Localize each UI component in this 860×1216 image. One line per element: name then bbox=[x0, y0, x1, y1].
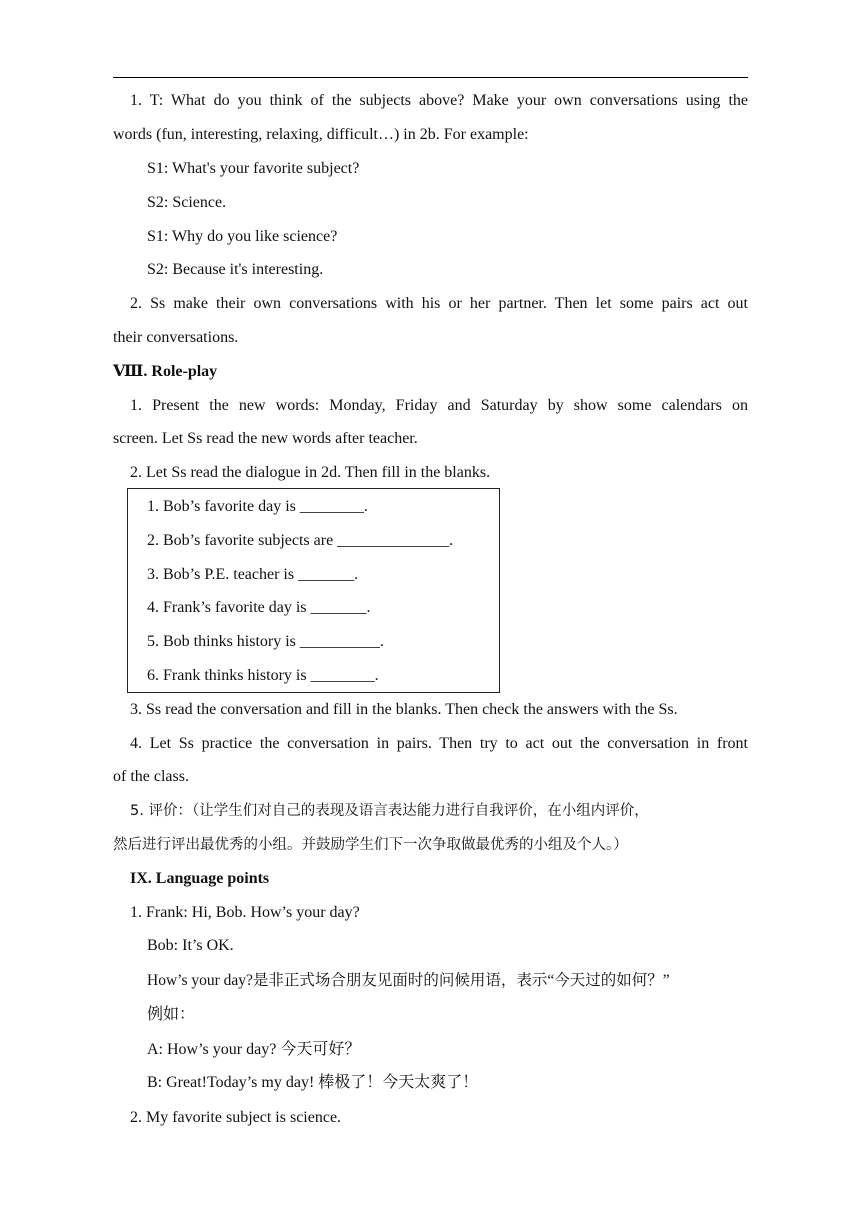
blank-item-1: 1. Bob’s favorite day is ________. bbox=[147, 498, 368, 515]
intro-item2-line2: their conversations. bbox=[113, 329, 239, 346]
blank-item-3: 3. Bob’s P.E. teacher is _______. bbox=[147, 566, 359, 583]
role-play-item5-line2: 然后进行评出最优秀的小组。并鼓励学生们下一次争取做最优秀的小组及个人。） bbox=[113, 837, 628, 853]
role-play-item1-line1: 1. Present the new words: Monday, Friday and Saturday by show some calendars on bbox=[130, 397, 748, 414]
role-play-item3: 3. Ss read the conversation and fill in the blanks. Then check the answers with the Ss. bbox=[130, 701, 678, 718]
language-points-heading: IX. Language points bbox=[130, 870, 270, 887]
point2-title: 2. My favorite subject is science. bbox=[130, 1109, 342, 1126]
role-play-item5-line1: 5. 评价：（让学生们对自己的表现及语言表达能力进行自我评价，在小组内评价， bbox=[130, 803, 649, 819]
example-line-3: S1: Why do you like science? bbox=[147, 228, 338, 245]
example-line-2: S2: Science. bbox=[147, 194, 227, 211]
intro-item2-line1: 2. Ss make their own conversations with his or her partner. Then let some pairs act out bbox=[130, 295, 748, 312]
point1-example-b: B: Great!Today’s my day! 棒极了！今天太爽了！ bbox=[147, 1074, 479, 1091]
role-play-heading: Ⅷ. Role-play bbox=[113, 363, 218, 380]
point1-note-line1: How’s your day?是非正式场合朋友见面时的问候用语，表示“今天过的如何？” bbox=[147, 972, 670, 989]
example-line-1: S1: What's your favorite subject? bbox=[147, 160, 360, 177]
blank-item-2: 2. Bob’s favorite subjects are ______________. bbox=[147, 532, 454, 549]
point1-reply: Bob: It’s OK. bbox=[147, 937, 234, 954]
role-play-item4-line2: of the class. bbox=[113, 768, 189, 785]
role-play-item4-line1: 4. Let Ss practice the conversation in pairs. Then try to act out the conversation in front bbox=[130, 735, 748, 752]
role-play-item2: 2. Let Ss read the dialogue in 2d. Then fill in the blanks. bbox=[130, 464, 491, 481]
blank-item-6: 6. Frank thinks history is ________. bbox=[147, 667, 379, 684]
intro-item1-line2: words (fun, interesting, relaxing, difficult…) in 2b. For example: bbox=[113, 126, 529, 143]
intro-item1-line1: 1. T: What do you think of the subjects above? Make your own conversations using the bbox=[130, 92, 748, 109]
point1-note-line2: 例如： bbox=[147, 1006, 196, 1023]
header-rule bbox=[113, 77, 748, 78]
point1-title: 1. Frank: Hi, Bob. How’s your day? bbox=[130, 904, 360, 921]
point1-example-a: A: How’s your day? 今天可好？ bbox=[147, 1041, 361, 1058]
role-play-item1-line2: screen. Let Ss read the new words after teacher. bbox=[113, 430, 418, 447]
blank-item-5: 5. Bob thinks history is __________. bbox=[147, 633, 384, 650]
example-line-4: S2: Because it's interesting. bbox=[147, 261, 324, 278]
blank-item-4: 4. Frank’s favorite day is _______. bbox=[147, 599, 371, 616]
